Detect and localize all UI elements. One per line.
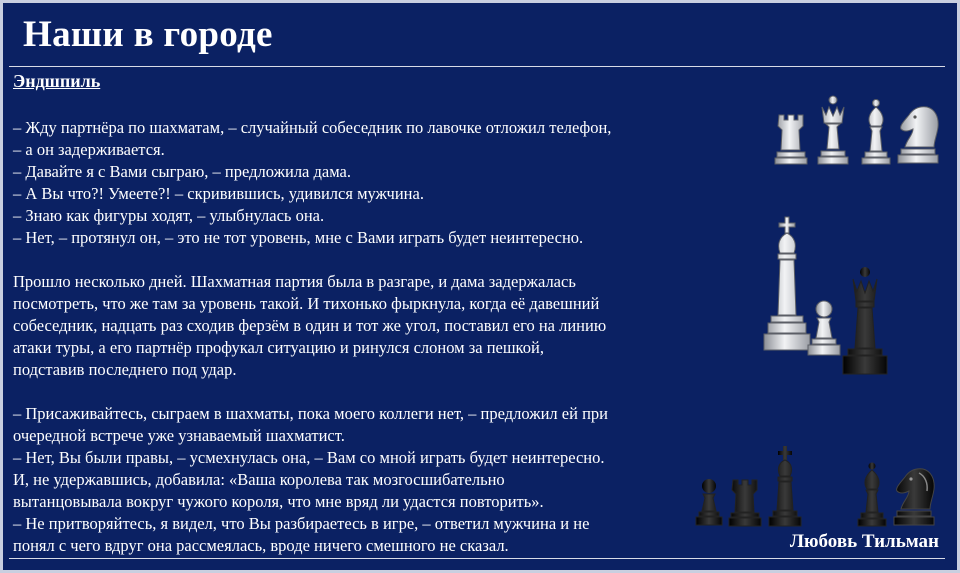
- text-line: вытанцовывала вокруг чужого короля, что мне вряд ли удастся повторить».: [13, 492, 544, 511]
- story-body: [13, 117, 703, 557]
- silver-bishop-icon: [858, 98, 894, 165]
- text-line: подставив последнего под удар.: [13, 360, 237, 379]
- story-subtitle: Эндшпиль: [13, 71, 101, 91]
- silver-rook-icon: [773, 111, 809, 165]
- dialogue-paragraph-1: [13, 117, 703, 249]
- text-line: – Жду партнёра по шахматам, – случайный собеседник по лавочке отложил телефон,: [13, 118, 612, 137]
- text-line: – Нет, Вы были правы, – усмехнулась она, – Вам со мной играть будет неинтересно.: [13, 448, 605, 467]
- text-line: собеседник, надцать раз сходив ферзём в один и тот же угол, поставил его на линию: [13, 316, 607, 335]
- paragraph-gap: [13, 249, 703, 271]
- text-line: понял с чего вдруг она рассмеялась, вроде ничего смешного не сказал.: [13, 536, 509, 555]
- text-line: – Давайте я с Вами сыграю, – предложила дама.: [13, 162, 351, 181]
- black-rook-icon: [727, 477, 763, 527]
- dialogue-paragraph-2: [13, 403, 703, 557]
- bottom-divider: [9, 558, 945, 559]
- narration-paragraph: [13, 271, 703, 381]
- text-line: посмотреть, что же там за уровень такой. И тихонько фыркнула, когда её давешний: [13, 294, 600, 313]
- author-signature: Любовь Тильман: [789, 531, 939, 552]
- text-line: – Не притворяйтесь, я видел, что Вы разбираетесь в игре, – ответил мужчина и не: [13, 514, 590, 533]
- text-line: – Присаживайтесь, сыграем в шахматы, пока моего коллеги нет, – предложил ей при: [13, 404, 608, 423]
- black-king-icon: [765, 445, 805, 527]
- paragraph-gap: [13, 381, 703, 403]
- page-title: Наши в городе: [23, 14, 273, 55]
- text-line: – Нет, – протянул он, – это не тот уровень, мне с Вами играть будет неинтересно.: [13, 228, 584, 247]
- text-line: очередной встрече уже узнаваемый шахматист.: [13, 426, 345, 445]
- text-line: И, не удержавшись, добавила: «Ваша королева так мозгосшибательно: [13, 470, 505, 489]
- text-line: Прошло несколько дней. Шахматная партия была в разгаре, и дама задержалась: [13, 272, 576, 291]
- black-bishop-icon: [855, 461, 889, 527]
- black-queen-icon: [837, 265, 893, 377]
- silver-knight-icon: [895, 103, 941, 165]
- black-pawn-icon: [693, 477, 725, 527]
- text-line: – А Вы что?! Умеете?! – скривившись, удивился мужчина.: [13, 184, 424, 203]
- text-line: атаки туры, а его партнёр профукал ситуацию и ринулся слоном за пешкой,: [13, 338, 544, 357]
- black-knight-icon: [891, 465, 937, 527]
- text-line: – Знаю как фигуры ходят, – улыбнулась она.: [13, 206, 325, 225]
- top-divider: [9, 66, 945, 67]
- silver-queen-icon: [813, 95, 853, 165]
- text-line: – а он задерживается.: [13, 140, 165, 159]
